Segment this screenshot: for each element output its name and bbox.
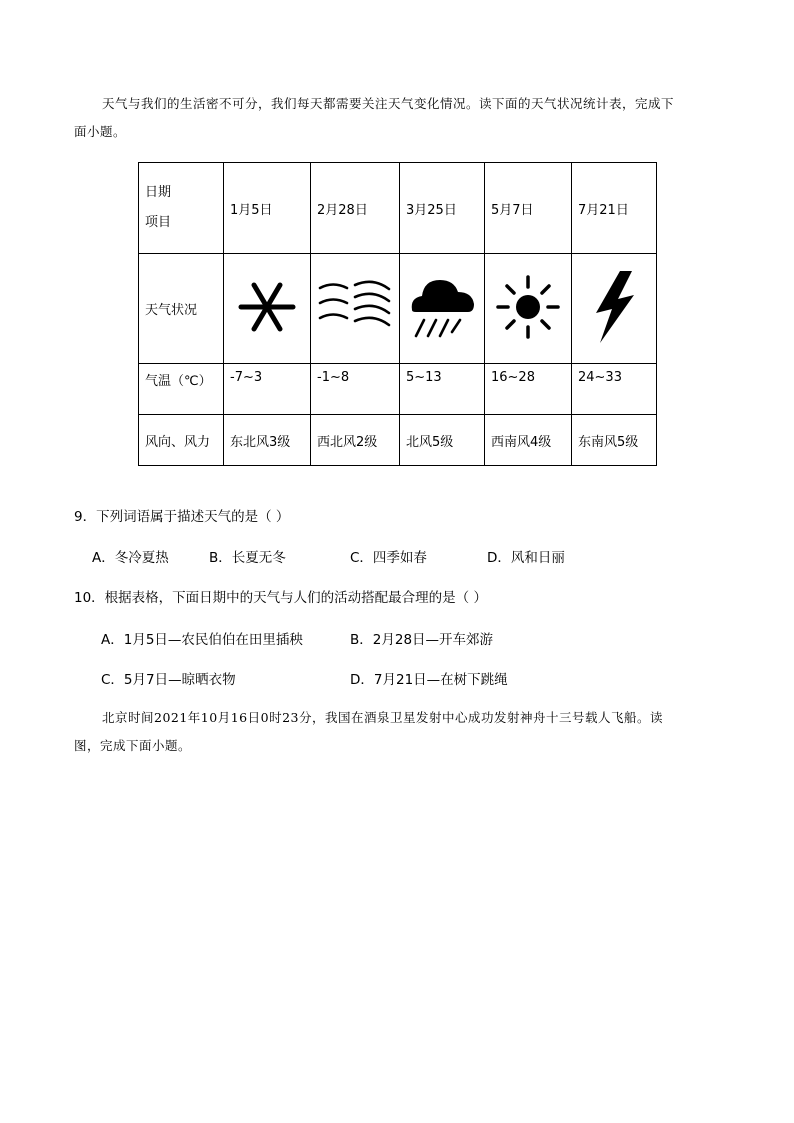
weather-table	[138, 162, 657, 466]
outro-paragraph	[74, 704, 724, 760]
question-9-stem: 9．下列词语属于描述天气的是（ ）	[74, 509, 290, 525]
intro-paragraph	[74, 90, 724, 146]
weather-icon-cell	[572, 254, 657, 364]
q9-option-c: C．四季如春	[350, 550, 427, 566]
outro-line-1: 北京时间2021年10月16日0时23分，我国在酒泉卫星发射中心成功发射神舟十三号载人飞船。读	[102, 710, 663, 725]
q10-option-d: D．7月21日—在树下跳绳	[350, 672, 508, 688]
temp-cell: 24~33	[572, 364, 657, 415]
temp-cell: 5~13	[400, 364, 485, 415]
header-label-date: 日期	[145, 185, 172, 200]
wind-cell: 北风5级	[400, 415, 485, 466]
temp-cell: -7~3	[224, 364, 311, 415]
wind-icon	[317, 279, 393, 335]
date-cell: 1月5日	[224, 163, 311, 254]
q9-option-d: D．风和日丽	[487, 550, 565, 566]
outro-line-2: 图，完成下面小题。	[74, 738, 192, 753]
wind-cell: 东北风3级	[224, 415, 311, 466]
sun-icon	[494, 273, 562, 341]
table-row	[139, 254, 657, 364]
temp-cell: 16~28	[485, 364, 572, 415]
temp-cell: -1~8	[311, 364, 400, 415]
date-cell: 2月28日	[311, 163, 400, 254]
question-10-stem: 10．根据表格，下面日期中的天气与人们的活动搭配最合理的是（ ）	[74, 590, 487, 606]
q10-option-b: B．2月28日—开车郊游	[350, 632, 494, 648]
wind-cell: 西南风4级	[485, 415, 572, 466]
q10-option-c: C．5月7日—晾晒衣物	[101, 672, 236, 688]
intro-line-1: 天气与我们的生活密不可分，我们每天都需要关注天气变化情况。读下面的天气状况统计表，完成下	[102, 96, 675, 111]
row-label-wind: 风向、风力	[139, 415, 224, 466]
table-row	[139, 364, 657, 415]
intro-line-2: 面小题。	[74, 124, 127, 139]
header-corner-cell	[139, 163, 224, 254]
lightning-icon	[588, 269, 640, 345]
snow-icon	[237, 277, 297, 337]
header-label-item: 项目	[145, 215, 172, 230]
weather-icon-cell	[224, 254, 311, 364]
weather-icon-cell	[485, 254, 572, 364]
date-cell: 3月25日	[400, 163, 485, 254]
date-cell: 7月21日	[572, 163, 657, 254]
q9-option-a: A．冬冷夏热	[92, 550, 169, 566]
row-label-temp: 气温（℃）	[139, 364, 224, 415]
row-label-weather: 天气状况	[139, 254, 224, 364]
table-row	[139, 163, 657, 254]
q9-option-b: B．长夏无冬	[209, 550, 286, 566]
weather-icon-cell	[311, 254, 400, 364]
wind-cell: 东南风5级	[572, 415, 657, 466]
rain-cloud-icon	[408, 272, 476, 342]
wind-cell: 西北风2级	[311, 415, 400, 466]
date-cell: 5月7日	[485, 163, 572, 254]
table-row	[139, 415, 657, 466]
weather-icon-cell	[400, 254, 485, 364]
q10-option-a: A．1月5日—农民伯伯在田里插秧	[101, 632, 303, 648]
